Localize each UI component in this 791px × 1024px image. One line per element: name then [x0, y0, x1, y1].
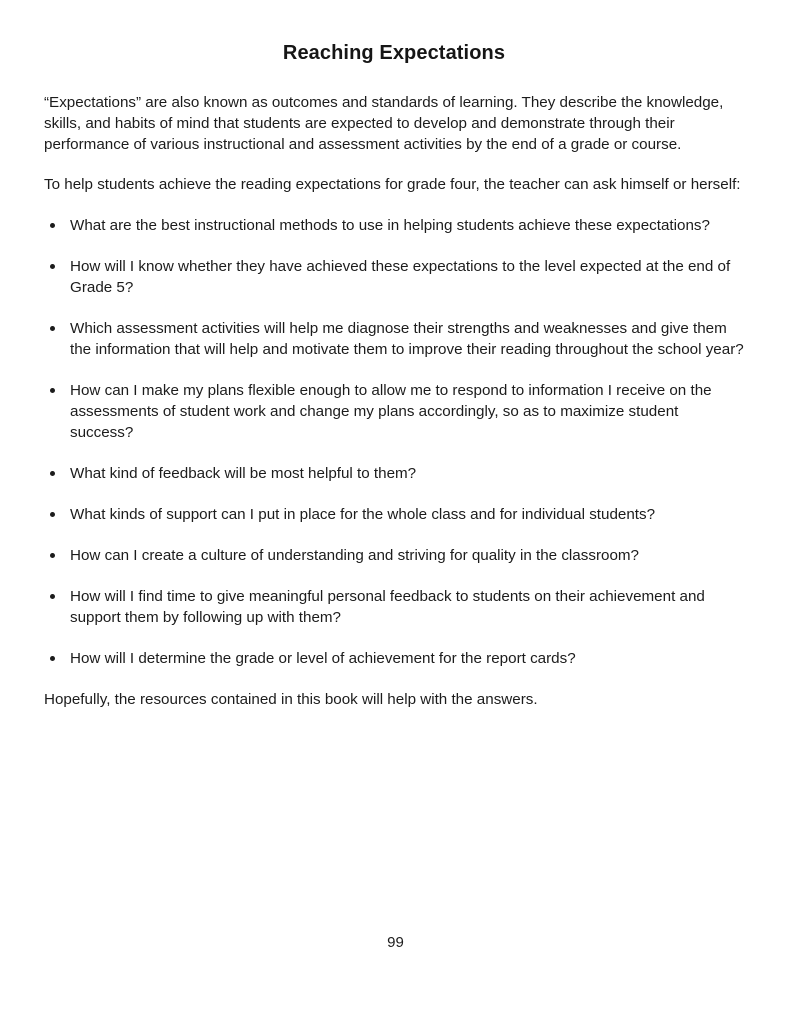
- list-item: [44, 648, 744, 669]
- list-item: [44, 545, 744, 566]
- list-item-text: What kind of feedback will be most helpful to them?: [70, 465, 417, 482]
- bullet-point-icon: [50, 264, 55, 269]
- bullet-point-icon: [50, 388, 55, 393]
- list-item: [44, 256, 744, 298]
- page-number: 99: [387, 934, 404, 951]
- closing-paragraph: Hopefully, the resources contained in this book will help with the answers.: [44, 691, 538, 708]
- list-item: [44, 318, 744, 360]
- lead-in-paragraph: To help students achieve the reading expectations for grade four, the teacher can ask himself or herself:: [44, 176, 741, 193]
- bullet-point-icon: [50, 553, 55, 558]
- list-item: [44, 380, 744, 443]
- bullet-point-icon: [50, 594, 55, 599]
- list-item-text: How will I find time to give meaningful personal feedback to students on their achievement and support them by following up with them?: [70, 588, 705, 626]
- bullet-point-icon: [50, 326, 55, 331]
- list-item-text: How can I create a culture of understanding and striving for quality in the classroom?: [70, 547, 639, 564]
- bullet-point-icon: [50, 471, 55, 476]
- question-list: [44, 215, 744, 669]
- list-item-text: How will I determine the grade or level of achievement for the report cards?: [70, 650, 576, 667]
- list-item: [44, 504, 744, 525]
- list-item: [44, 215, 744, 236]
- list-item: [44, 463, 744, 484]
- document-body: [44, 40, 744, 725]
- list-item-text: How can I make my plans flexible enough to allow me to respond to information I receive on the assessments of student work and change my plans accordingly, so as to maximize student success?: [70, 382, 712, 441]
- bullet-point-icon: [50, 223, 55, 228]
- bullet-point-icon: [50, 656, 55, 661]
- list-item-text: Which assessment activities will help me diagnose their strengths and weaknesses and give them the information that will help and motivate them to improve their reading throughout the school year?: [70, 320, 744, 358]
- page-title: Reaching Expectations: [282, 42, 506, 64]
- list-item-text: What kinds of support can I put in place for the whole class and for individual students?: [70, 506, 656, 523]
- list-item-text: How will I know whether they have achieved these expectations to the level expected at the end of Grade 5?: [70, 258, 731, 296]
- intro-paragraph: “Expectations” are also known as outcomes and standards of learning. They describe the knowledge, skills, and habits of mind that students are expected to develop and demonstrate through their performance of various instructional and assessment activities by the end of a grade or course.: [44, 94, 724, 153]
- list-item: [44, 586, 744, 628]
- list-item-text: What are the best instructional methods to use in helping students achieve these expectations?: [70, 217, 710, 234]
- bullet-point-icon: [50, 512, 55, 517]
